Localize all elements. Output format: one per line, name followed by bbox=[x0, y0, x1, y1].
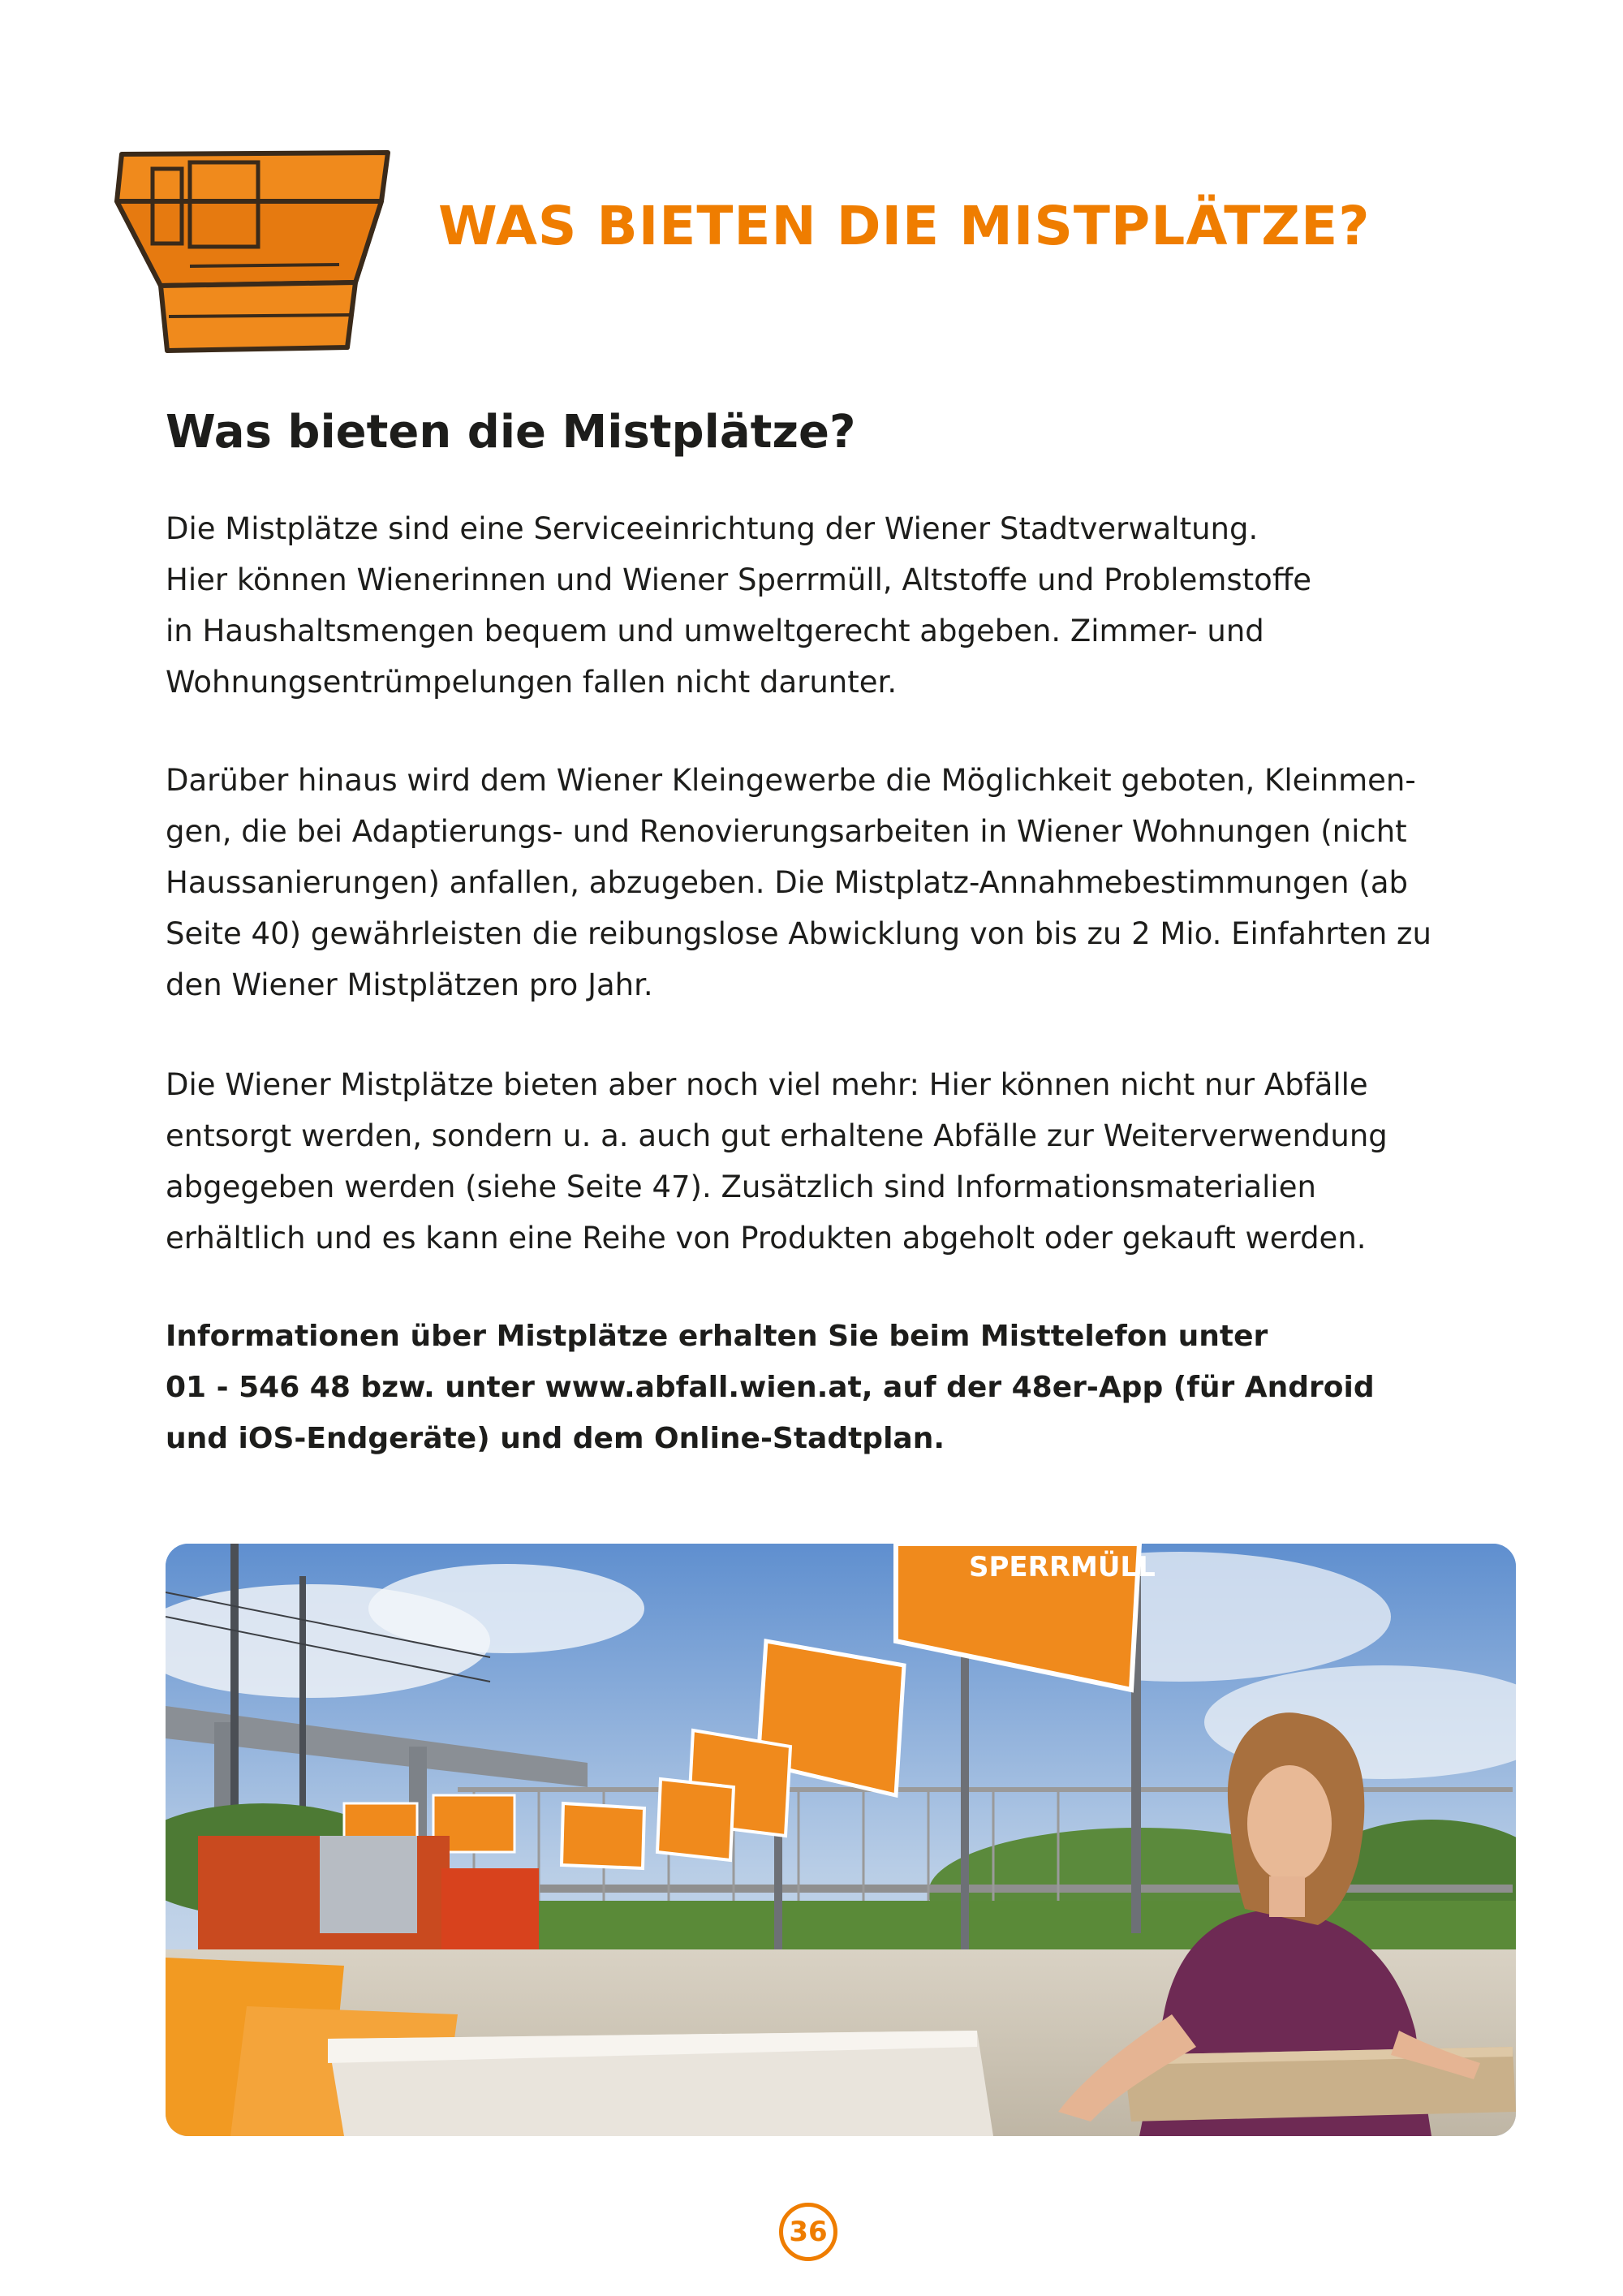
sign-label: SPERRMÜLL bbox=[969, 1551, 1156, 1583]
text-line: Darüber hinaus wird dem Wiener Kleingewerbe die Möglichkeit geboten, Kleinmen- bbox=[166, 763, 1416, 798]
text-line: Haussanierungen) anfallen, abzugeben. Die Mistplatz-Annahmebestimmungen (ab bbox=[166, 865, 1408, 900]
text-line: Hier können Wienerinnen und Wiener Sperrmüll, Altstoffe und Problemstoffe bbox=[166, 562, 1312, 597]
text-line: Die Wiener Mistplätze bieten aber noch viel mehr: Hier können nicht nur Abfälle bbox=[166, 1067, 1368, 1102]
text-line: den Wiener Mistplätzen pro Jahr. bbox=[166, 967, 653, 1002]
text-line: 01 - 546 48 bzw. unter www.abfall.wien.at, auf der 48er-App (für Android bbox=[166, 1371, 1375, 1404]
text-line: Seite 40) gewährleisten die reibungslose Abwicklung von bis zu 2 Mio. Einfahrten zu bbox=[166, 916, 1431, 951]
page-number: 36 bbox=[779, 2203, 837, 2261]
page-title: WAS BIETEN DIE MISTPLÄTZE? bbox=[438, 195, 1371, 257]
paragraph-small-business bbox=[166, 755, 1529, 1010]
paragraph-more-services bbox=[166, 1059, 1529, 1264]
waste-skip-container-icon bbox=[112, 144, 404, 355]
recycling-center-photo bbox=[166, 1544, 1516, 2136]
text-line: Informationen über Mistplätze erhalten Sie beim Misttelefon unter bbox=[166, 1320, 1268, 1353]
paragraph-intro bbox=[166, 503, 1529, 708]
text-line: und iOS-Endgeräte) und dem Online-Stadtplan. bbox=[166, 1422, 945, 1455]
text-line: gen, die bei Adaptierungs- und Renovierungsarbeiten in Wiener Wohnungen (nicht bbox=[166, 814, 1407, 849]
text-line: Wohnungsentrümpelungen fallen nicht darunter. bbox=[166, 665, 898, 700]
text-line: entsorgt werden, sondern u. a. auch gut erhaltene Abfälle zur Weiterverwendung bbox=[166, 1118, 1388, 1153]
text-line: Die Mistplätze sind eine Serviceeinrichtung der Wiener Stadtverwaltung. bbox=[166, 511, 1259, 546]
text-line: erhältlich und es kann eine Reihe von Produkten abgeholt oder gekauft werden. bbox=[166, 1221, 1367, 1256]
section-heading: Was bieten die Mistplätze? bbox=[166, 406, 856, 459]
text-line: in Haushaltsmengen bequem und umweltgerecht abgeben. Zimmer- und bbox=[166, 614, 1264, 648]
info-contact-bold bbox=[166, 1311, 1529, 1464]
text-line: abgegeben werden (siehe Seite 47). Zusätzlich sind Informationsmaterialien bbox=[166, 1170, 1316, 1204]
